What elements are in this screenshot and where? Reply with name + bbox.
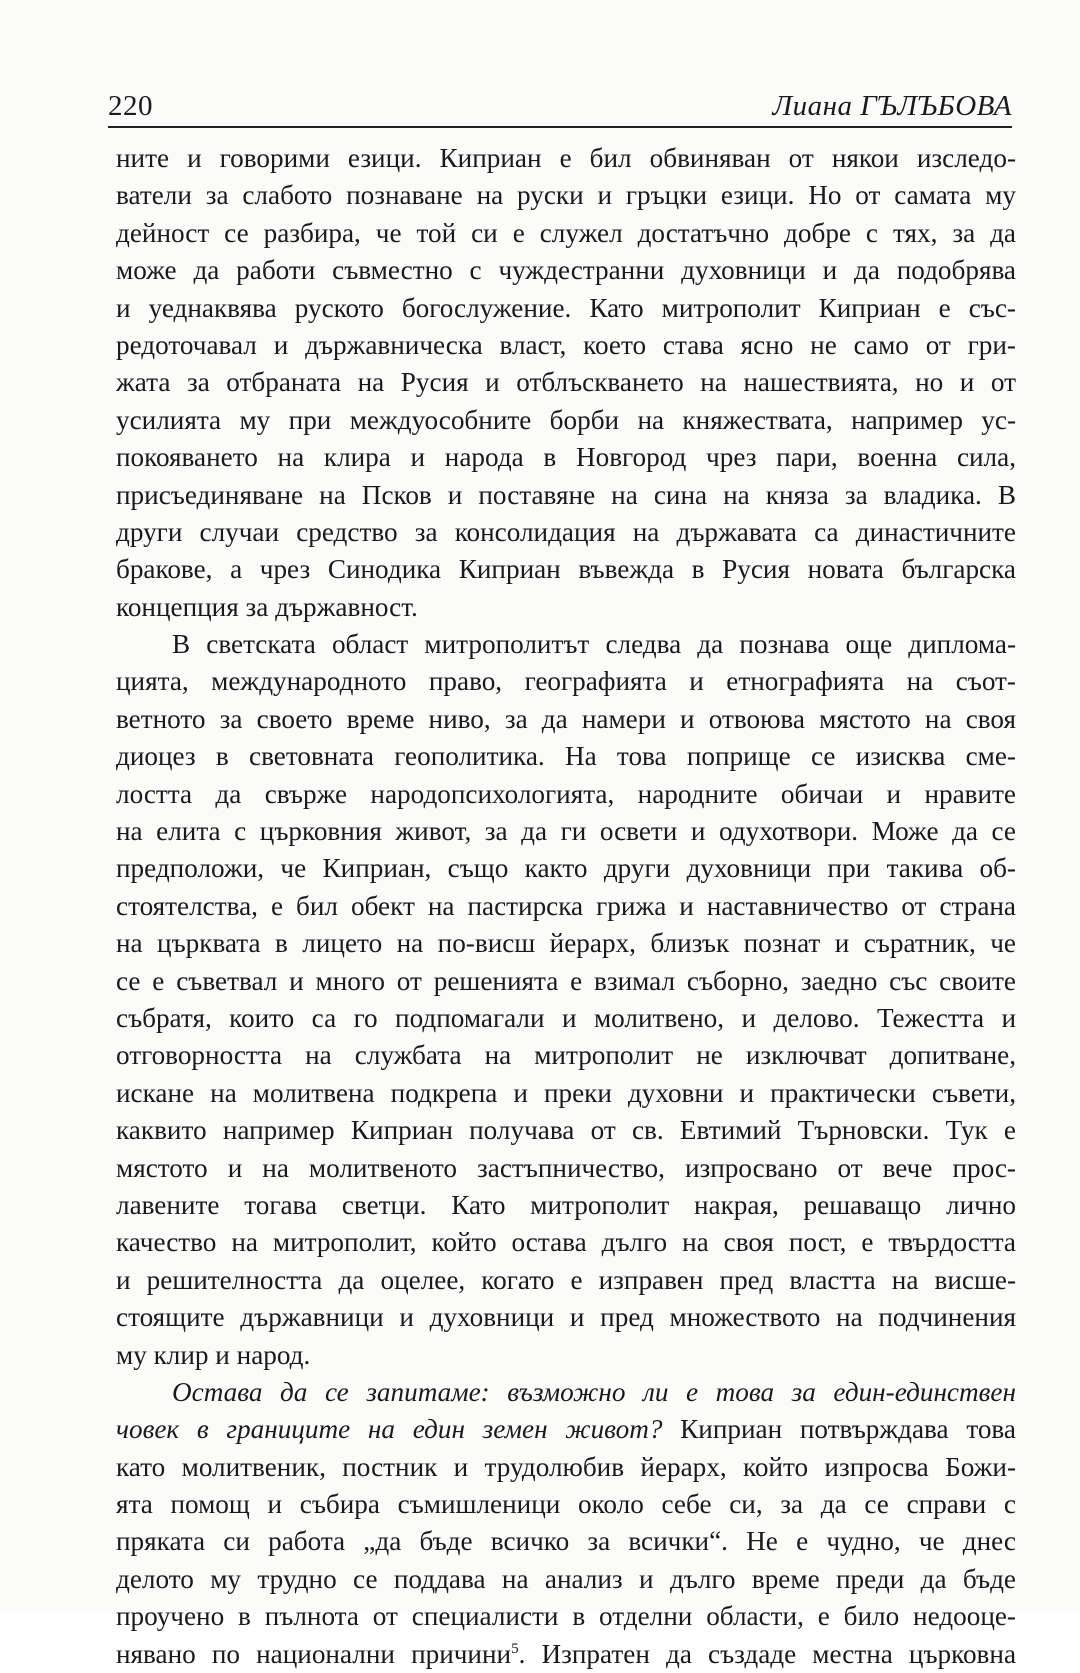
text-line <box>116 1411 1016 1448</box>
text-line: като молитвеник, постник и трудолюбив йерарх, който изпросва Божи- <box>116 1451 1016 1482</box>
text-line <box>116 1374 1016 1411</box>
text-line: ята помощ и събира съмишленици около себе си, за да се справи с <box>116 1489 1016 1520</box>
text-line: събратя, които са го подпомагали и молитвено, и делово. Тежестта и <box>116 1002 1016 1033</box>
text-line: ватели за слабото познаване на руски и гръцки езици. Но от самата му <box>116 180 1016 211</box>
text-line: усилията му при междуособните борби на княжествата, например ус- <box>116 404 1016 435</box>
text-line: дейност се разбира, че той си е служел достатъчно добре с тях, за да <box>116 217 1016 248</box>
text-line: редоточавал и държавническа власт, което става ясно не само от гри- <box>116 329 1016 360</box>
text-line: му клир и народ. <box>116 1339 311 1370</box>
text-line: покояването на клира и народа в Новгород чрез пари, военна сила, <box>116 442 1016 473</box>
paragraphs <box>116 140 1016 1374</box>
text-span: нявано по национални причини <box>116 1638 512 1669</box>
text-span: Киприан потвърждава това <box>662 1414 1016 1445</box>
body-text <box>116 140 1016 1673</box>
text-line <box>116 1636 1016 1673</box>
text-line: лостта да свърже народопсихологията, народните обичаи и нравите <box>116 778 1016 809</box>
text-line: ните и говорими езици. Киприан е бил обвиняван от някои изследо- <box>116 143 1016 173</box>
text-line: концепция за държавност. <box>116 591 418 622</box>
italic-question-end: човек в границите на един земен живот? <box>116 1414 663 1445</box>
paragraph-3 <box>116 1374 1016 1673</box>
text-line: мястото и на молитвеното застъпничество, изпросвано от вече прос- <box>116 1152 1016 1183</box>
footnote-reference[interactable]: 5 <box>511 1640 519 1657</box>
paragraph-1 <box>116 140 1016 626</box>
text-line: искане на молитвена подкрепа и преки духовни и практически съвети, <box>116 1077 1016 1108</box>
text-line: бракове, а чрез Синодика Киприан въвежда в Русия новата българска <box>116 554 1016 585</box>
text-line: жата за отбраната на Русия и отблъскването на нашествията, но и от <box>116 367 1016 398</box>
text-line: делото му трудно се поддава на анализ и дълго време преди да бъде <box>116 1563 1016 1594</box>
text-line: В светската област митрополитът следва да познава още диплома- <box>172 629 1016 660</box>
text-line: и уеднаквява руското богослужение. Като митрополит Киприан е със- <box>116 292 1016 323</box>
text-line: качество на митрополит, който остава дълго на своя пост, е твърдостта <box>116 1227 1016 1258</box>
italic-question: Остава да се запитаме: възможно ли е това за един-единствен <box>172 1376 1016 1407</box>
text-line: диоцез в световната геополитика. На това поприще се изисква сме- <box>116 741 1016 772</box>
text-line: на елита с църковния живот, за да ги освети и одухотвори. Може да се <box>116 816 1016 847</box>
text-line: присъединяване на Псков и поставяне на сина на княза за владика. В <box>116 479 1016 510</box>
text-line: отговорността на службата на митрополит не изключват допитване, <box>116 1040 1016 1071</box>
text-line: проучено в пълнота от специалисти в отделни области, е било недооце- <box>116 1601 1016 1632</box>
text-span: . Изпратен да създаде местна църковна <box>518 1638 1016 1669</box>
text-line: стоящите държавници и духовници и пред множеството на подчинения <box>116 1302 1016 1333</box>
text-line: други случаи средство за консолидация на държавата са династичните <box>116 516 1016 547</box>
text-line: се е съветвал и много от решенията е взимал съборно, заедно със своите <box>116 965 1016 996</box>
page-number: 220 <box>108 90 153 122</box>
paragraph-2 <box>116 626 1016 1374</box>
page-header <box>108 74 1012 128</box>
text-line: ветното за своето време ниво, за да намери и отвоюва мястото на своя <box>116 703 1016 734</box>
text-line: предположи, че Киприан, също както други духовници при такива об- <box>116 853 1016 884</box>
text-line: пряката си работа „да бъде всичко за всички“. Не е чудно, че днес <box>116 1526 1016 1557</box>
text-line: каквито например Киприан получава от св. Евтимий Търновски. Тук е <box>116 1115 1016 1146</box>
text-line: стоятелства, е бил обект на пастирска грижа и наставничество от страна <box>116 890 1016 921</box>
text-line: цията, международното право, географията и етнографията на съот- <box>116 666 1016 697</box>
text-line: на църквата в лицето на по-висш йерарх, близък познат и съратник, че <box>116 928 1016 959</box>
text-line: и решителността да оцелее, когато е изправен пред властта на висше- <box>116 1264 1016 1295</box>
text-line: лавените тогава светци. Като митрополит накрая, решаващо лично <box>116 1189 1016 1220</box>
running-head-author: Лиана ГЪЛЪБОВА <box>772 90 1012 122</box>
text-line: може да работи съвместно с чуждестранни духовници и да подобрява <box>116 255 1016 286</box>
